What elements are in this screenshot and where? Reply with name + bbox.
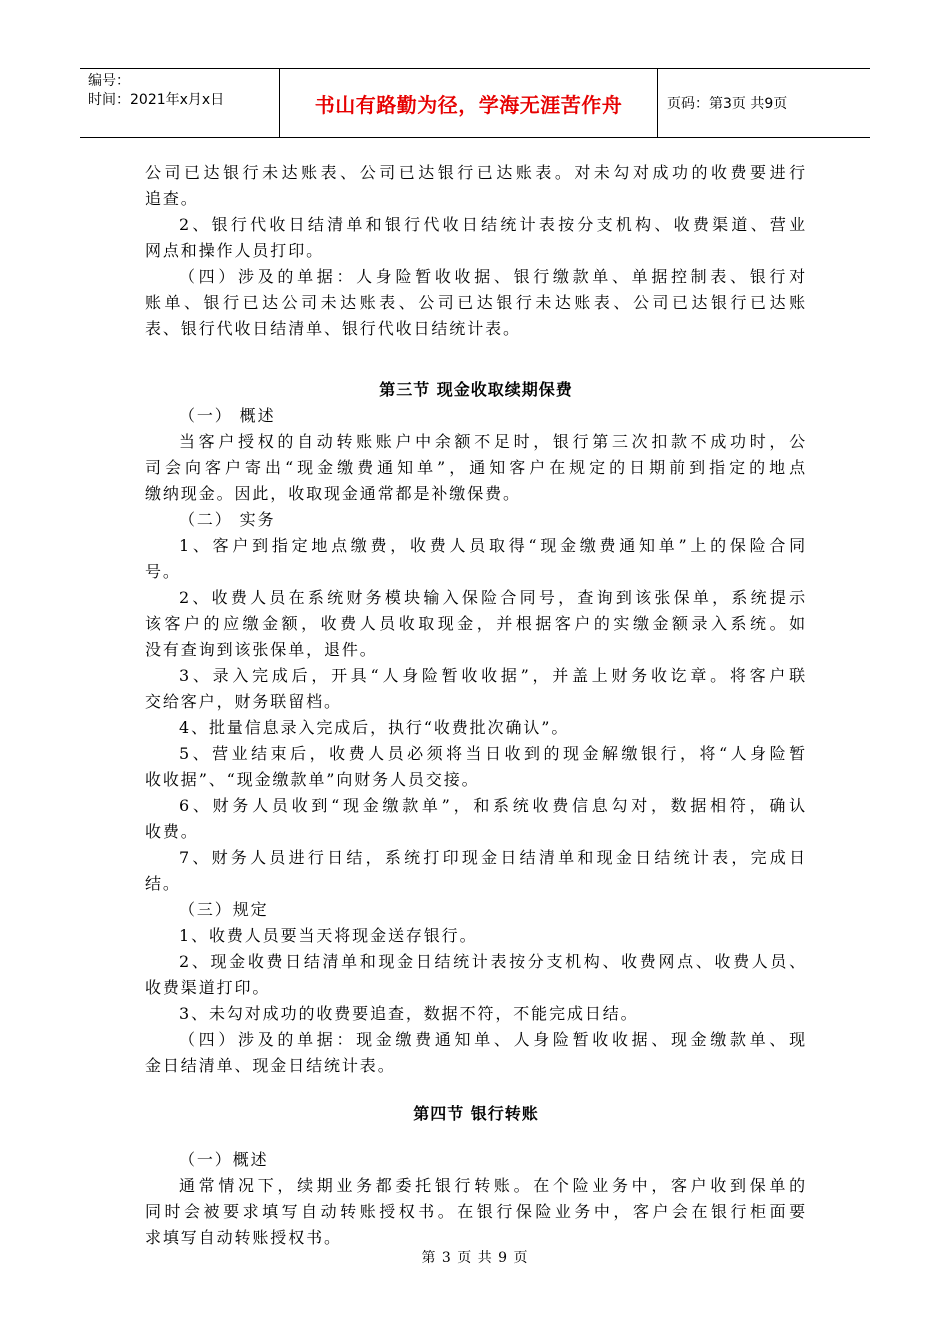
paragraph-line: 2、银行代收日结清单和银行代收日结统计表按分支机构、收费渠道、营业	[179, 215, 807, 234]
subheading: （三）规定	[179, 900, 269, 919]
paragraph-line: （四）涉及的单据：人身险暂收收据、银行缴款单、单据控制表、银行对	[179, 267, 807, 286]
paragraph-line: 交给客户，财务联留档。	[145, 692, 342, 711]
page-footer: 第 3 页 共 9 页	[421, 1250, 529, 1266]
paragraph-line: 同时会被要求填写自动转账授权书。在银行保险业务中，客户会在银行柜面要	[145, 1202, 807, 1221]
header-motto: 书山有路勤为径，学海无涯苦作舟	[280, 69, 658, 137]
paragraph-line: 表、银行代收日结清单、银行代收日结统计表。	[145, 319, 521, 338]
paragraph-line: 号。	[145, 562, 181, 581]
paragraph-line: 2、现金收费日结清单和现金日结统计表按分支机构、收费网点、收费人员、	[179, 952, 807, 971]
paragraph-line: 7、财务人员进行日结，系统打印现金日结清单和现金日结统计表，完成日	[179, 848, 807, 867]
section-heading: 第四节 银行转账	[413, 1104, 539, 1123]
document-date: 时间：2021年x月x日	[88, 92, 225, 108]
paragraph-line: 1、客户到指定地点缴费，收费人员取得“现金缴费通知单”上的保险合同	[179, 536, 807, 555]
paragraph-line: 账单、银行已达公司未达账表、公司已达银行未达账表、公司已达银行已达账	[145, 293, 807, 312]
paragraph-line: 公司已达银行未达账表、公司已达银行已达账表。对未勾对成功的收费要进行	[145, 163, 807, 182]
document-number-label: 编号：	[88, 73, 130, 89]
header-info-cell	[80, 69, 280, 137]
paragraph-line: 通常情况下，续期业务都委托银行转账。在个险业务中，客户收到保单的	[179, 1176, 807, 1195]
paragraph-line: 追查。	[145, 189, 199, 208]
paragraph-line: 1、收费人员要当天将现金送存银行。	[179, 926, 478, 945]
paragraph-line: 网点和操作人员打印。	[145, 241, 325, 260]
paragraph-line: 4、批量信息录入完成后，执行“收费批次确认”。	[179, 718, 570, 737]
paragraph-line: 收费渠道打印。	[145, 978, 271, 997]
paragraph-line: 金日结清单、现金日结统计表。	[145, 1056, 396, 1075]
paragraph-line: 收收据”、“现金缴款单”向财务人员交接。	[145, 770, 480, 789]
paragraph-line: 6、财务人员收到“现金缴款单”，和系统收费信息勾对，数据相符，确认	[179, 796, 807, 815]
paragraph-line: 收费。	[145, 822, 199, 841]
page-header	[80, 68, 870, 138]
subheading: （一）概述	[179, 1150, 269, 1169]
paragraph-line: 没有查询到该张保单，退件。	[145, 640, 378, 659]
paragraph-line: 5、营业结束后，收费人员必须将当日收到的现金解缴银行，将“人身险暂	[179, 744, 807, 763]
paragraph-line: （四）涉及的单据：现金缴费通知单、人身险暂收收据、现金缴款单、现	[179, 1030, 807, 1049]
paragraph-line: 3、录入完成后，开具“人身险暂收收据”，并盖上财务收讫章。将客户联	[179, 666, 807, 685]
document-body	[145, 160, 807, 1251]
paragraph-line: 2、收费人员在系统财务模块输入保险合同号，查询到该张保单，系统提示	[179, 588, 807, 607]
section-heading: 第三节 现金收取续期保费	[379, 380, 573, 399]
header-page-number: 页码：第3页 共9页	[667, 96, 788, 112]
paragraph-line: 求填写自动转账授权书。	[145, 1228, 342, 1247]
subheading: （一） 概述	[179, 406, 276, 425]
paragraph-line: 结。	[145, 874, 181, 893]
paragraph-line: 缴纳现金。因此，收取现金通常都是补缴保费。	[145, 484, 521, 503]
paragraph-line: 3、未勾对成功的收费要追查，数据不符，不能完成日结。	[179, 1004, 639, 1023]
paragraph-line: 该客户的应缴金额，收费人员收取现金，并根据客户的实缴金额录入系统。如	[145, 614, 807, 633]
paragraph-line: 当客户授权的自动转账账户中余额不足时，银行第三次扣款不成功时，公	[179, 432, 807, 451]
subheading: （二） 实务	[179, 510, 276, 529]
paragraph-line: 司会向客户寄出“现金缴费通知单”，通知客户在规定的日期前到指定的地点	[145, 458, 807, 477]
